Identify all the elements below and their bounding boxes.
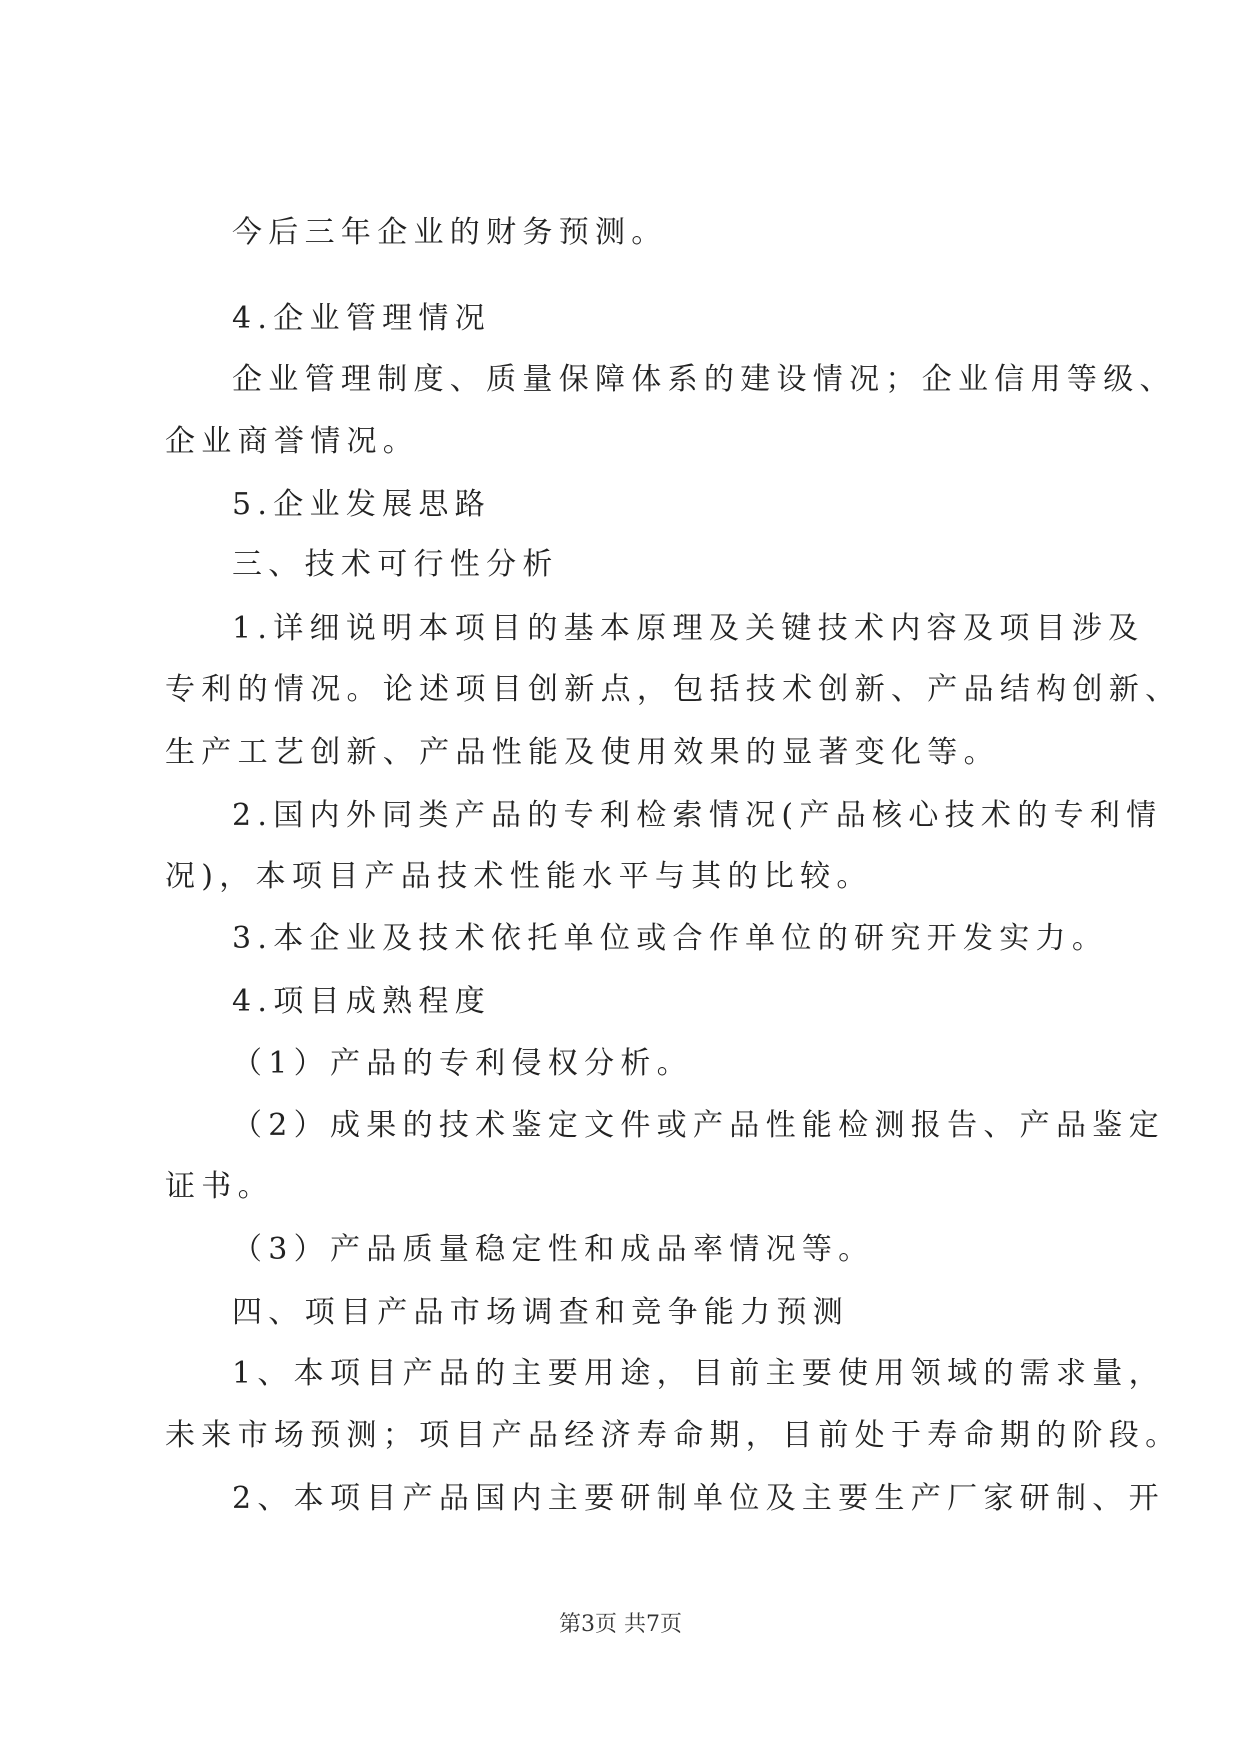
text-line: 1、本项目产品的主要用途，目前主要使用领域的需求量， <box>232 1356 1165 1391</box>
text-line: 企业管理制度、质量保障体系的建设情况；企业信用等级、 <box>232 362 1176 397</box>
text-line: 况)，本项目产品技术性能水平与其的比较。 <box>165 859 873 894</box>
text-line: 三、技术可行性分析 <box>232 547 559 582</box>
text-line: 4.项目成熟程度 <box>232 984 492 1019</box>
text-line: 未来市场预测；项目产品经济寿命期，目前处于寿命期的阶段。 <box>165 1418 1182 1453</box>
text-line: 2.国内外同类产品的专利检索情况(产品核心技术的专利情 <box>232 798 1163 833</box>
text-line: 证书。 <box>165 1169 274 1204</box>
text-line: 1.详细说明本项目的基本原理及关键技术内容及项目涉及 <box>232 611 1145 646</box>
text-line: 今后三年企业的财务预测。 <box>232 215 668 250</box>
page-number-footer: 第3页 共7页 <box>559 1612 682 1637</box>
text-line: （3）产品质量稳定性和成品率情况等。 <box>232 1232 875 1267</box>
text-line: 5.企业发展思路 <box>232 487 492 522</box>
text-line: 2、本项目产品国内主要研制单位及主要生产厂家研制、开 <box>232 1481 1165 1516</box>
text-line: （1）产品的专利侵权分析。 <box>232 1046 693 1081</box>
text-line: 专利的情况。论述项目创新点，包括技术创新、产品结构创新、 <box>165 672 1182 707</box>
text-line: 企业商誉情况。 <box>165 424 420 459</box>
text-line: 3.本企业及技术依托单位或合作单位的研究开发实力。 <box>232 921 1109 956</box>
text-line: 4.企业管理情况 <box>232 301 492 336</box>
text-line: （2）成果的技术鉴定文件或产品性能检测报告、产品鉴定 <box>232 1108 1165 1143</box>
text-line: 四、项目产品市场调查和竞争能力预测 <box>232 1295 850 1330</box>
text-line: 生产工艺创新、产品性能及使用效果的显著变化等。 <box>165 735 1000 770</box>
